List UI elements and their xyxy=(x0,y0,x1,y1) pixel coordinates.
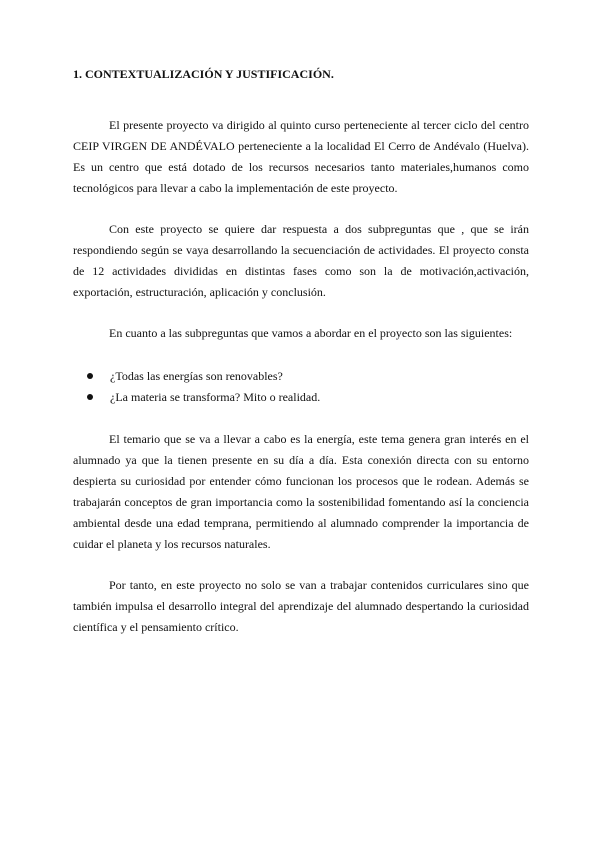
paragraph-conclusion: Por tanto, en este proyecto no solo se van a trabajar contenidos curriculares sino que también impulsa el desarrollo integral del aprendizaje del alumnado despertando la curiosidad científica y el pensamiento crítico. xyxy=(73,578,529,634)
list-item xyxy=(87,387,529,408)
paragraph-subquestions-intro: En cuanto a las subpreguntas que vamos a abordar en el proyecto son las siguientes: xyxy=(109,326,513,340)
paragraph-purpose: Con este proyecto se quiere dar respuesta a dos subpreguntas que , que se irán respondiendo según se vaya desarrollando la secuenciación de actividades. El proyecto consta de 12 actividades divididas en distintas fases como son la de motivación,activación, exportación, estructuración, aplicación y conclusión. xyxy=(73,222,529,299)
paragraph-context: El presente proyecto va dirigido al quinto curso perteneciente al tercer ciclo del centro CEIP VIRGEN DE ANDÉVALO perteneciente a la localidad El Cerro de Andévalo (Huelva). Es un centro que está dotado de los recursos necesarios tanto materiales,humanos como tecnológicos para llevar a cabo la implementación de este proyecto. xyxy=(73,118,529,195)
list-item-text: ¿Todas las energías son renovables? xyxy=(110,369,283,383)
bullet-icon xyxy=(87,373,93,379)
paragraph-topic: El temario que se va a llevar a cabo es la energía, este tema genera gran interés en el alumnado ya que la tienen presente en su día a día. Esta conexión directa con su entorno despierta su curiosidad por entender cómo funcionan los procesos que le rodean. Además se trabajarán conceptos de gran importancia como la sostenibilidad fomentando así la conciencia ambiental desde una edad temprana, permitiendo al alumnado comprender la importancia de cuidar el planeta y los recursos naturales. xyxy=(73,432,529,551)
bullet-icon xyxy=(87,394,93,400)
section-heading: 1. CONTEXTUALIZACIÓN Y JUSTIFICACIÓN. xyxy=(73,67,334,81)
list-item-text: ¿La materia se transforma? Mito o realidad. xyxy=(110,390,321,404)
list-item xyxy=(87,366,529,387)
subquestions-list xyxy=(73,366,529,408)
